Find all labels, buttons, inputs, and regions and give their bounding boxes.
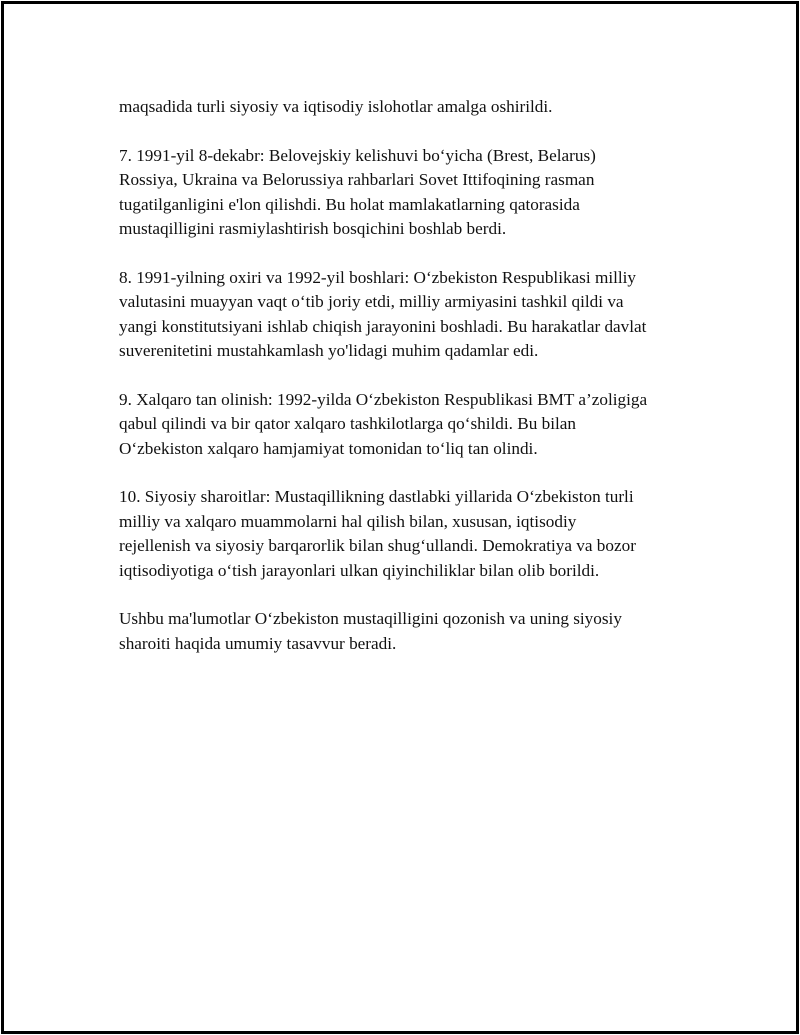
text-line: 8. 1991-yilning oxiri va 1992-yil boshlari: O‘zbekiston Respublikasi milliy <box>119 267 637 287</box>
paragraph-item-10 <box>119 485 719 583</box>
text-line: rejellenish va siyosiy barqarorlik bilan shug‘ullandi. Demokratiya va bozor <box>119 536 636 556</box>
text-line: milliy va xalqaro muammolarni hal qilish bilan, xususan, iqtisodiy <box>119 511 577 531</box>
paragraph-item-7 <box>119 144 719 242</box>
text-line: 7. 1991-yil 8-dekabr: Belovejskiy kelishuvi bo‘yicha (Brest, Belarus) <box>119 145 596 165</box>
paragraph-conclusion <box>119 607 719 656</box>
text-line: O‘zbekiston xalqaro hamjamiyat tomonidan to‘liq tan olindi. <box>119 438 538 458</box>
paragraph-item-9 <box>119 388 719 461</box>
text-line: sharoiti haqida umumiy tasavvur beradi. <box>119 633 397 653</box>
text-line: tugatilganligini e'lon qilishdi. Bu holat mamlakatlarning qatorasida <box>119 194 580 214</box>
text-line: Rossiya, Ukraina va Belorussiya rahbarlari Sovet Ittifoqining rasman <box>119 170 595 190</box>
text-line: iqtisodiyotiga o‘tish jarayonlari ulkan qiyinchiliklar bilan olib borildi. <box>119 560 600 580</box>
text-line: qabul qilindi va bir qator xalqaro tashkilotlarga qo‘shildi. Bu bilan <box>119 414 576 434</box>
text-line: 9. Xalqaro tan olinish: 1992-yilda O‘zbekiston Respublikasi BMT a’zoligiga <box>119 389 648 409</box>
document-page <box>1 1 799 1034</box>
text-line: Ushbu ma'lumotlar O‘zbekiston mustaqilligini qozonish va uning siyosiy <box>119 609 622 629</box>
paragraph-item-8 <box>119 266 719 364</box>
text-line: yangi konstitutsiyani ishlab chiqish jarayonini boshladi. Bu harakatlar davlat <box>119 316 647 336</box>
text-line: maqsadida turli siyosiy va iqtisodiy islohotlar amalga oshirildi. <box>119 97 553 116</box>
text-line: suverenitetini mustahkamlash yo'lidagi muhim qadamlar edi. <box>119 341 539 361</box>
paragraph-continuation <box>119 95 719 119</box>
text-line: 10. Siyosiy sharoitlar: Mustaqillikning dastlabki yillarida O‘zbekiston turli <box>119 487 634 507</box>
text-line: mustaqilligini rasmiylashtirish bosqichini boshlab berdi. <box>119 219 507 239</box>
document-body <box>119 95 719 681</box>
text-line: valutasini muayyan vaqt o‘tib joriy etdi, milliy armiyasini tashkil qildi va <box>119 292 624 312</box>
